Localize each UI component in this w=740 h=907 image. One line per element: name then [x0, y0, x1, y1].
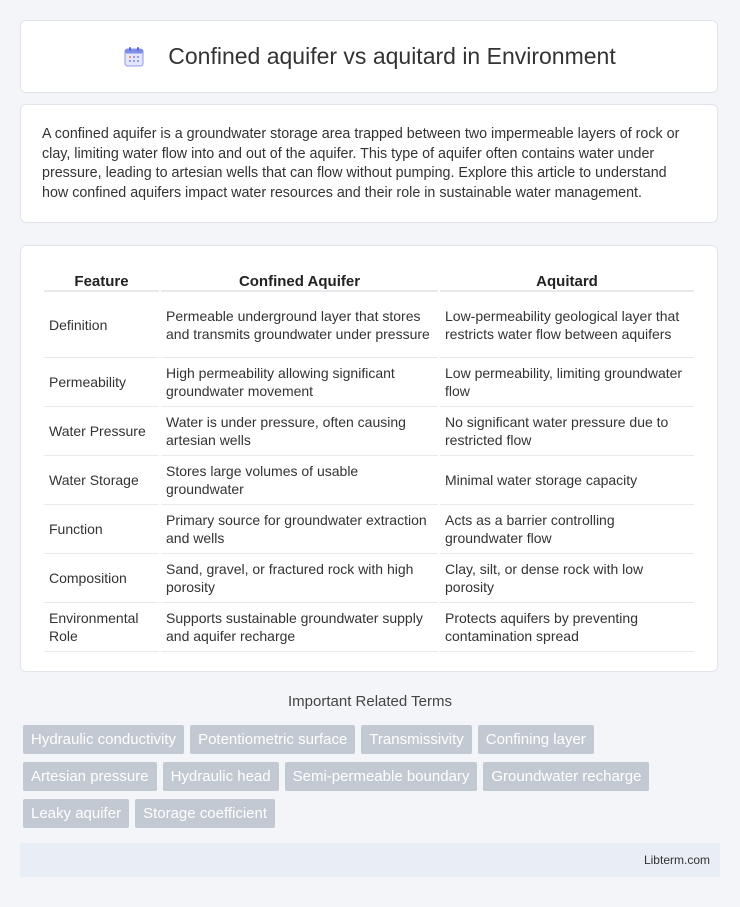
- table-row: [44, 505, 694, 554]
- related-terms-title: Important Related Terms: [288, 693, 452, 710]
- calendar-icon: [122, 45, 146, 69]
- aquifer-cell: Supports sustainable groundwater supply and aquifer recharge: [161, 603, 438, 652]
- related-term-tag[interactable]: Hydraulic head: [163, 762, 279, 791]
- feature-cell: Composition: [44, 554, 159, 603]
- comparison-table: [42, 264, 696, 652]
- feature-cell: Permeability: [44, 358, 159, 407]
- intro-card: [20, 104, 718, 223]
- table-row: [44, 358, 694, 407]
- footer: [20, 843, 720, 877]
- related-term-tag[interactable]: Artesian pressure: [23, 762, 157, 791]
- related-term-tag[interactable]: Hydraulic conductivity: [23, 725, 184, 754]
- column-header-confined-aquifer: Confined Aquifer: [161, 264, 438, 292]
- feature-cell: Water Pressure: [44, 407, 159, 456]
- aquifer-cell: Permeable underground layer that stores and transmits groundwater under pressure: [161, 292, 438, 358]
- aquifer-cell: Water is under pressure, often causing artesian wells: [161, 407, 438, 456]
- aquitard-cell: No significant water pressure due to restricted flow: [440, 407, 694, 456]
- column-header-aquitard: Aquitard: [440, 264, 694, 292]
- related-term-tag[interactable]: Groundwater recharge: [483, 762, 649, 791]
- related-term-tag[interactable]: Semi-permeable boundary: [285, 762, 478, 791]
- aquifer-cell: Primary source for groundwater extraction and wells: [161, 505, 438, 554]
- related-term-tag[interactable]: Transmissivity: [361, 725, 471, 754]
- intro-text: A confined aquifer is a groundwater storage area trapped between two impermeable layers of rock or clay, limiting water flow into and out of the aquifer. This type of aquifer often contains water under pressure, leading to artesian wells that can flow without pumping. Explore this article to understand how confined aquifers impact water resources and their role in sustainable water management.: [42, 126, 680, 201]
- related-term-tag[interactable]: Confining layer: [478, 725, 594, 754]
- table-header-row: [44, 264, 694, 292]
- table-row: [44, 603, 694, 652]
- feature-cell: Water Storage: [44, 456, 159, 505]
- aquitard-cell: Low permeability, limiting groundwater flow: [440, 358, 694, 407]
- related-term-tag[interactable]: Storage coefficient: [135, 799, 275, 828]
- aquitard-cell: Low-permeability geological layer that restricts water flow between aquifers: [440, 292, 694, 358]
- aquitard-cell: Clay, silt, or dense rock with low porosity: [440, 554, 694, 603]
- related-term-tag[interactable]: Potentiometric surface: [190, 725, 355, 754]
- page-title: Confined aquifer vs aquitard in Environment: [168, 43, 616, 69]
- title-card: [20, 20, 718, 93]
- related-term-tag[interactable]: Leaky aquifer: [23, 799, 129, 828]
- footer-site-link[interactable]: Libterm.com: [643, 853, 710, 867]
- feature-cell: Definition: [44, 292, 159, 358]
- feature-cell: Environmental Role: [44, 603, 159, 652]
- related-terms-list: [23, 725, 723, 828]
- table-row: [44, 407, 694, 456]
- aquifer-cell: High permeability allowing significant groundwater movement: [161, 358, 438, 407]
- aquifer-cell: Sand, gravel, or fractured rock with high porosity: [161, 554, 438, 603]
- aquitard-cell: Acts as a barrier controlling groundwater flow: [440, 505, 694, 554]
- column-header-feature: Feature: [44, 264, 159, 292]
- aquitard-cell: Minimal water storage capacity: [440, 456, 694, 505]
- table-row: [44, 554, 694, 603]
- table-row: [44, 292, 694, 358]
- aquifer-cell: Stores large volumes of usable groundwater: [161, 456, 438, 505]
- table-row: [44, 456, 694, 505]
- feature-cell: Function: [44, 505, 159, 554]
- comparison-table-card: [20, 245, 718, 672]
- aquitard-cell: Protects aquifers by preventing contamination spread: [440, 603, 694, 652]
